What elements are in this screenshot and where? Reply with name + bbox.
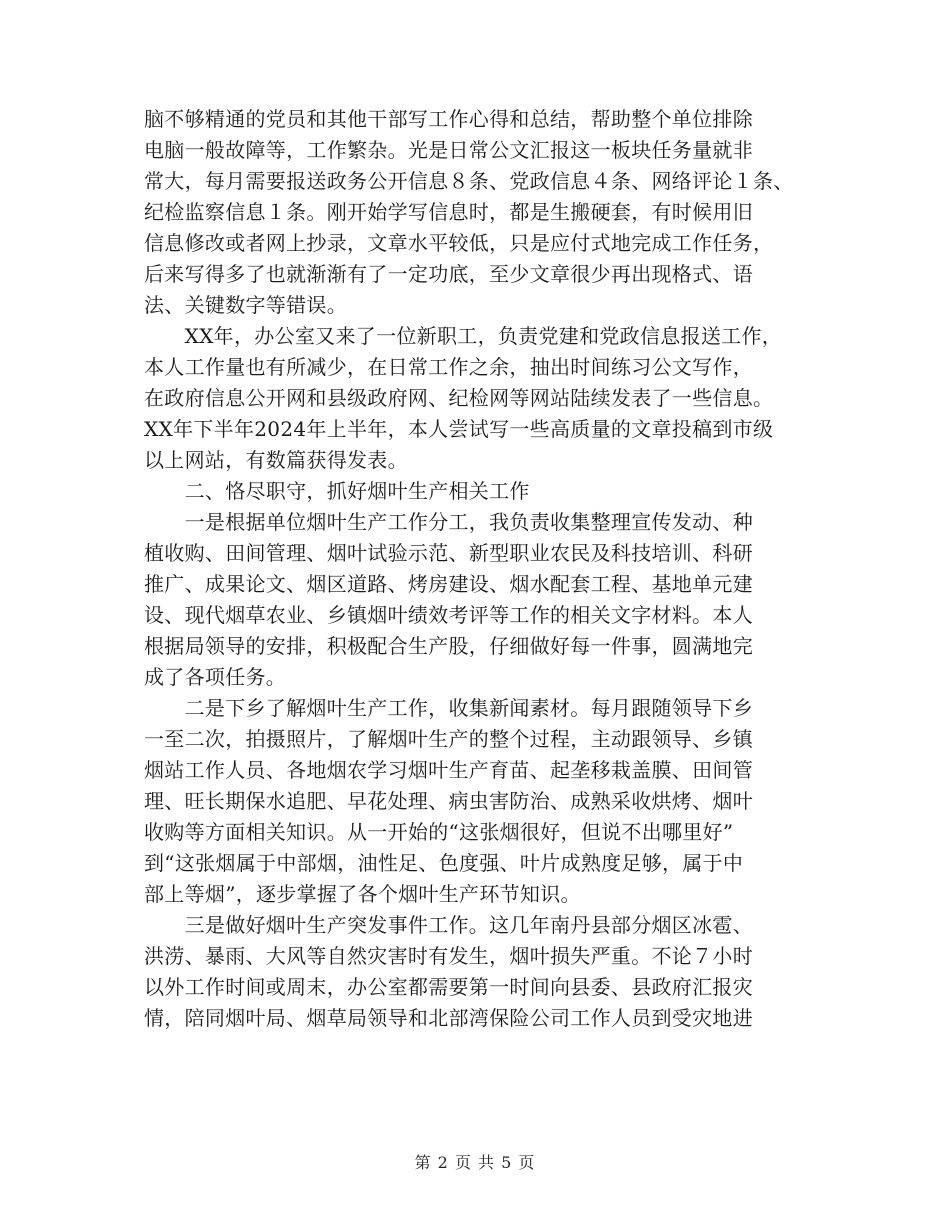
text-line: 情，陪同烟叶局、烟草局领导和北部湾保险公司工作人员到受灾地进 bbox=[144, 1006, 753, 1030]
text-line: 洪涝、暴雨、大风等自然灾害时有发生，烟叶损失严重。不论７小时 bbox=[144, 944, 753, 968]
text-line: 信息修改或者网上抄录，文章水平较低，只是应付式地完成工作任务， bbox=[144, 231, 774, 255]
text-line: 一至二次，拍摄照片，了解烟叶生产的整个过程，主动跟领导、乡镇 bbox=[144, 727, 753, 751]
text-line: XX年，办公室又来了一位新职工，负责党建和党政信息报送工作， bbox=[144, 324, 783, 348]
text-line: 理、旺长期保水追肥、早花处理、病虫害防治、成熟采收烘烤、烟叶 bbox=[144, 789, 753, 813]
document-body bbox=[144, 104, 834, 1034]
text-line: 根据局领导的安排，积极配合生产股，仔细做好每一件事，圆满地完 bbox=[144, 634, 753, 658]
text-line: 成了各项任务。 bbox=[144, 665, 287, 689]
text-line: 二是下乡了解烟叶生产工作，收集新闻素材。每月跟随领导下乡 bbox=[144, 696, 753, 720]
text-line: XX年下半年2024年上半年，本人尝试写一些高质量的文章投稿到市级 bbox=[144, 417, 774, 441]
text-line: 常大，每月需要报送政务公开信息８条、党政信息４条、网络评论１条、 bbox=[144, 169, 794, 193]
text-line: 以外工作时间或周末，办公室都需要第一时间向县委、县政府汇报灾 bbox=[144, 975, 753, 999]
text-line: 设、现代烟草农业、乡镇烟叶绩效考评等工作的相关文字材料。本人 bbox=[144, 603, 753, 627]
text-line: 收购等方面相关知识。从一开始的“这张烟很好，但说不出哪里好” bbox=[144, 820, 734, 844]
text-line: 一是根据单位烟叶生产工作分工，我负责收集整理宣传发动、种 bbox=[144, 510, 753, 534]
text-line: 纪检监察信息１条。刚开始学写信息时，都是生搬硬套，有时候用旧 bbox=[144, 200, 753, 224]
text-line: 本人工作量也有所减少，在日常工作之余，抽出时间练习公文写作， bbox=[144, 355, 753, 379]
text-line: 后来写得多了也就渐渐有了一定功底，至少文章很少再出现格式、语 bbox=[144, 262, 753, 286]
text-line: 二、恪尽职守，抓好烟叶生产相关工作 bbox=[144, 479, 530, 503]
text-line: 到“这张烟属于中部烟，油性足、色度强、叶片成熟度足够，属于中 bbox=[144, 851, 744, 875]
text-line: 推广、成果论文、烟区道路、烤房建设、烟水配套工程、基地单元建 bbox=[144, 572, 753, 596]
text-line: 植收购、田间管理、烟叶试验示范、新型职业农民及科技培训、科研 bbox=[144, 541, 753, 565]
text-line: 烟站工作人员、各地烟农学习烟叶生产育苗、起垄移栽盖膜、田间管 bbox=[144, 758, 753, 782]
page-number-footer: 第 2 页 共 5 页 bbox=[414, 1153, 536, 1172]
text-line: 法、关键数字等错误。 bbox=[144, 293, 347, 317]
text-line: 电脑一般故障等，工作繁杂。光是日常公文汇报这一板块任务量就非 bbox=[144, 138, 753, 162]
text-line: 三是做好烟叶生产突发事件工作。这几年南丹县部分烟区冰雹、 bbox=[144, 913, 753, 937]
text-line: 部上等烟”，逐步掌握了各个烟叶生产环节知识。 bbox=[144, 882, 581, 906]
text-line: 以上网站，有数篇获得发表。 bbox=[144, 448, 408, 472]
text-line: 在政府信息公开网和县级政府网、纪检网等网站陆续发表了一些信息。 bbox=[144, 386, 774, 410]
text-line: 脑不够精通的党员和其他干部写工作心得和总结，帮助整个单位排除 bbox=[144, 107, 753, 131]
